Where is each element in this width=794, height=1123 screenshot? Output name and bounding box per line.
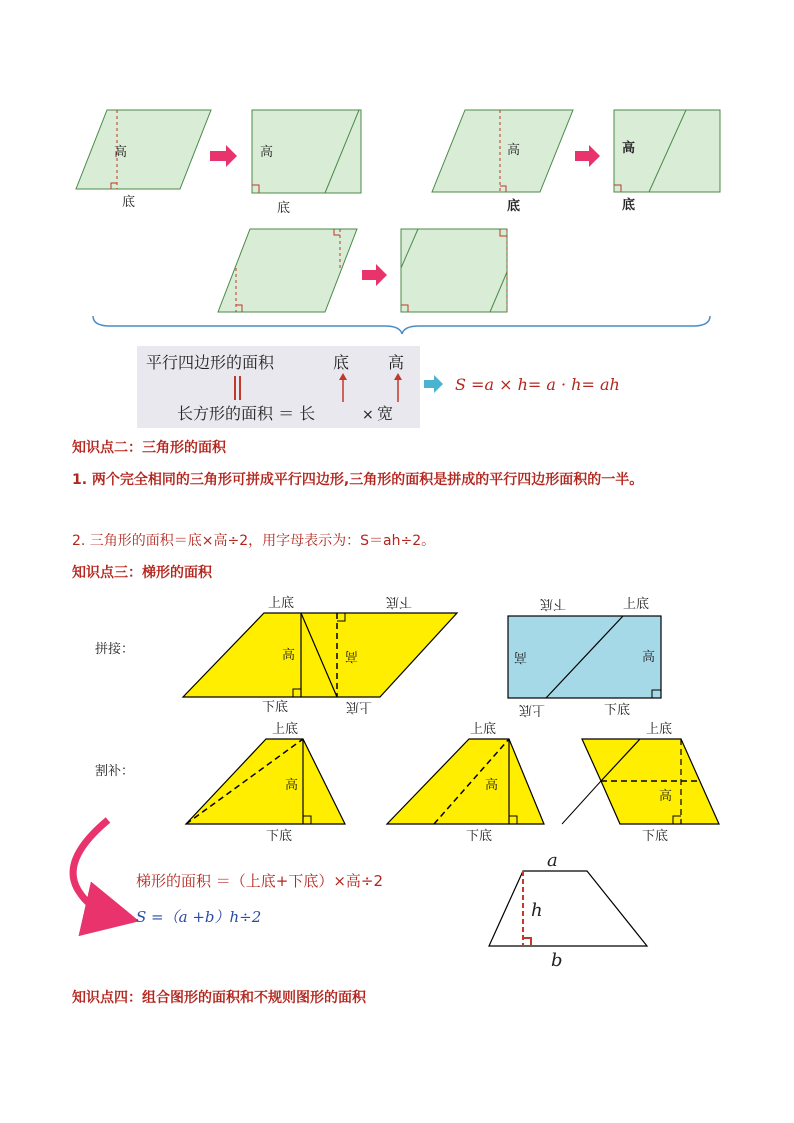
extension-line <box>562 781 601 824</box>
bottom-base-label: 下底 <box>262 700 289 715</box>
width-word: 宽 <box>377 404 394 423</box>
height-label: 高 <box>659 789 673 804</box>
bottom-base-label: 下底 <box>604 703 631 718</box>
triangle-point-2: 2. 三角形的面积＝底×高÷2，用字母表示为：S＝ah÷2。 <box>72 533 436 549</box>
trapezoid-cut-1 <box>186 739 345 824</box>
section-heading-composite: 知识点四：组合图形的面积和不规则图形的面积 <box>72 990 366 1006</box>
base-label: 底 <box>507 199 521 214</box>
trapezoid-letter-formula: S =（a +b）h÷2 <box>136 908 262 926</box>
transform-arrow <box>575 145 600 167</box>
triangle-point-1: 1. 两个完全相同的三角形可拼成平行四边形,三角形的面积是拼成的平行四边形面积的一半。 <box>72 472 644 488</box>
top-base-label: 上底 <box>272 722 299 737</box>
top-base-label-flipped: 上底 <box>518 702 545 717</box>
up-arrow-head <box>339 373 347 380</box>
bottom-base-label: 下底 <box>266 829 293 844</box>
base-label: 底 <box>622 198 636 213</box>
parallelogram-shape <box>76 110 211 189</box>
parallelogram-shape <box>432 110 573 192</box>
splice-label: 拼接： <box>95 642 135 657</box>
trapezoid-area-formula: 梯形的面积 ＝（上底+下底）×高÷2 <box>136 872 384 890</box>
top-base-label: 上底 <box>268 596 295 611</box>
height-label: 高 <box>282 648 296 663</box>
trapezoid-diagrams <box>0 590 794 990</box>
transform-arrow <box>362 264 387 286</box>
height-label: 高 <box>260 145 274 160</box>
base-label: 底 <box>277 201 291 216</box>
section-heading-trapezoid: 知识点三：梯形的面积 <box>72 565 212 581</box>
bottom-base-label: 下底 <box>642 829 669 844</box>
top-base-label: 上底 <box>623 597 650 612</box>
height-label: 高 <box>622 141 636 156</box>
rectangle-area-label: 长方形的面积 ＝ 长 <box>177 404 316 423</box>
height-label-flipped: 高 <box>513 649 527 664</box>
result-arrow <box>424 375 443 393</box>
transform-arrow <box>210 145 237 167</box>
height-label: 高 <box>485 778 499 793</box>
letter-h: h <box>531 900 543 921</box>
top-base-label: 上底 <box>470 722 497 737</box>
letter-a: a <box>547 850 558 871</box>
trapezoid-cut-2 <box>387 739 544 824</box>
height-label: 高 <box>114 145 128 160</box>
labeled-trapezoid <box>489 871 647 946</box>
top-base-label: 上底 <box>646 722 673 737</box>
height-label: 高 <box>285 778 299 793</box>
spliced-parallelogram <box>183 613 457 697</box>
bottom-base-label: 下底 <box>466 829 493 844</box>
rectangle-shape <box>401 229 507 312</box>
top-base-label-flipped: 上底 <box>345 699 372 714</box>
area-derivation-diagram <box>0 340 794 430</box>
parallelogram-to-rectangle-diagram <box>0 0 794 340</box>
parallelogram-area-label: 平行四边形的面积 <box>146 353 275 372</box>
base-word: 底 <box>333 353 350 372</box>
bottom-base-label-flipped: 下底 <box>539 596 566 611</box>
area-formula-result: S =a × h= a · h= ah <box>455 375 620 394</box>
base-label: 底 <box>122 195 136 210</box>
height-label: 高 <box>507 143 521 158</box>
letter-b: b <box>551 950 563 971</box>
curved-arrow <box>73 820 112 915</box>
section-heading-triangle: 知识点二：三角形的面积 <box>72 440 226 456</box>
bottom-base-label-flipped: 下底 <box>385 594 412 609</box>
curly-brace <box>93 316 710 334</box>
up-arrow-head <box>394 373 402 380</box>
height-label-flipped: 高 <box>344 648 358 663</box>
height-word: 高 <box>388 353 405 372</box>
height-label: 高 <box>642 650 656 665</box>
cut-fill-label: 割补： <box>95 764 135 779</box>
parallelogram-shape <box>218 229 357 312</box>
times-sign: × <box>362 407 374 423</box>
